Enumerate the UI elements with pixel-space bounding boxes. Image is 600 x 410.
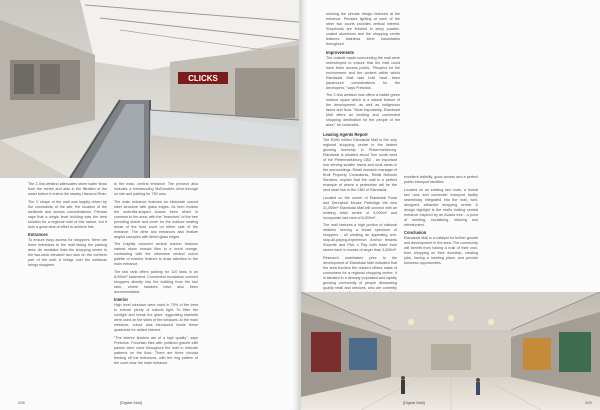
publication-name: [Digital Mall] [403, 400, 425, 405]
paragraph: The R450 million Elandsdal Mall is the only regional shopping centre in the fastest growing township in Pietermaritzburg. Elandsdal is situated about 7km south west of the Pietermaritzburg CBD - an important hub serving smaller towns and rural areas in the surroundings. Retail research manager of Broll Property Consultants, Retail Network Services, explain that the mall is a perfect example of where a pedestrian will be the next retail hub in the CBD of Elandsdal. [323, 138, 397, 193]
clicks-sign-text: CLICKS [188, 74, 218, 83]
paragraph: The 2.4ha wetland now offers a visible green outdoor space which is a natural feature of the development, as well as indigenous fauna and flora. "Most importantly, Elandsdal Mall offers an exciting and convenient shopping destination for the people of the area," he concludes. [326, 93, 400, 128]
right-page-column-1 [326, 12, 400, 131]
section-heading-conclusion: Conclusion [404, 230, 427, 235]
mall-interior-escalator-photo [0, 0, 299, 178]
left-page-column-2 [114, 182, 198, 368]
paragraph: High level windows were used in 70% of the trent to ensure plenty of natural light. To filter the sunlight and break the glare, eggcrating blankets were used on the sides of the windows. At the main entrance, colour was introduced inside these quadrants for added interest. [114, 303, 198, 333]
right-page [301, 0, 600, 410]
section-heading-entrances: Entrances [28, 232, 48, 237]
left-page-column-1 [28, 182, 107, 271]
paragraph: "The interior finishes are of a high quality", says Pretorius. Porcelain tiles with polished granite infill panels were used throughout the mall in intricate patterns on the floor. There are three circular feeding off the entrances, with the ring pattern of the court near the main entrance [114, 335, 198, 365]
right-page-column-3 [404, 175, 478, 269]
page-number: 208 [18, 400, 25, 405]
paragraph: To ensure easy access for shoppers, there are three entrances to the mall facing the parking area. An escalator links the shopping centre to the two-deck elevated taxi rank on the northern part of the mall. A bridge over the wetlands brings shoppers [28, 238, 107, 268]
paragraph: The C shape of the mall was largely driven by the constraints of the site, the location of the wetlands and access considerations. Pienaar says that a single level building was the best solution for a regional mall of this nature, but it took a great deal of effort to achieve this. [28, 199, 107, 229]
page-number: 209 [585, 400, 592, 405]
paragraph: The 2.4ha wetland attenuates storm water flows from the centre and aids in the filtration of the water before it enters the nearby Hlanzoni River. [28, 182, 107, 196]
publication-name: [Digital Mall] [120, 400, 142, 405]
paragraph: The brightly coloured central column features natural stone mosaic tiles in a burnt orange, contrasting with the otherwise neutral colour palette of exterior finishes to draw attention to the main entrance. [114, 242, 198, 266]
paragraph: to the main, central entrance. The precinct also includes a freestanding McDonald's drive-through on site and parking for 750 cars. [114, 182, 198, 196]
section-heading-improvements: Improvements [326, 49, 354, 55]
paragraph: The outside roads surrounding the mall were redeveloped to ensure that the mall could have three access points. "Respect for the environment and the context within which Elandsdal Mall was built have been paramount considerations for the developers," says Pretorius. [326, 55, 400, 90]
paragraph: Elandsdal Mall is a catalyst for further growth and development in the area. The community will benefit from having a mall of their own, from shopping on their doorstep, creating jobs, having a meeting place, and provide business opportunities. [404, 236, 478, 266]
mall-corridor-photo [301, 292, 600, 410]
paragraph: Research undertaken prior to the development of Elandsdal Mall indicated that the area borders the relaxed offices mass of consumers for a regional shopping centre. It is situated in a densely populated and rapidly growing community of people demanding quality retail and services, who are currently [323, 255, 397, 290]
paragraph: Located on an existing taxi route, a formal taxi rank and commuter transport facility seamlessly integrated into the mall, well-designed, attractive shopping centre. A design highlight is the mall's inviting central entrance inspired by an Acacia tree - a point of meeting, socialising, relaxing and refreshment. [404, 187, 478, 227]
section-heading-leasing-agents-report: Leasing Agents Report [323, 132, 368, 137]
paragraph: The main entrance features an elaborate curved steel structure with glass edges. Its form evokes the umbrella-shaped Acacia trees which is common to the area, with the "branches" of the tree providing shade and cover for the outdoor seating areas of the food court on either side of the entrance. The other two entrances also feature angled canopies with tinted glass edges. [114, 199, 198, 239]
section-heading-interior: Interior [114, 297, 129, 302]
paragraph: excellent visibility, good access and a perfect public transport facilities. [404, 175, 478, 184]
left-page [0, 0, 299, 410]
paragraph: echoing the circular design featured at the entrance. Pendant lighting at each of the other two courts provides vertical interest. Shopfronts are finished in shiny powder-coated aluminium and the shopping centre features stainless steel balustrades throughout. [326, 12, 400, 46]
mall-corridor-illustration [301, 292, 600, 410]
paragraph: The taxi rank offers parking for 120 taxis in an 8,000m² basement. Convenient escalators connect shoppers directly into the building from the taxi rank, where hawkers have also been accommodated. [114, 269, 198, 294]
mall-interior-escalator-illustration [0, 0, 299, 178]
paragraph: The mall features a high portion of national retailers serving a broad spectrum of shoppers - all creating an appealing one-stop-all-paying-experience. Anchor tenants Shoprite and Pick n Pay both trade from stores each in excess of larger than 3,500m². [323, 223, 397, 253]
paragraph: Located on the corner of Elandsdal Road and Dennybull Mouse Parkridge the new 31,500m² Elandsdal Mall will connect with an existing retail centre of 9,000m² and incorporate taxi rank of 8,000m². [323, 195, 397, 220]
